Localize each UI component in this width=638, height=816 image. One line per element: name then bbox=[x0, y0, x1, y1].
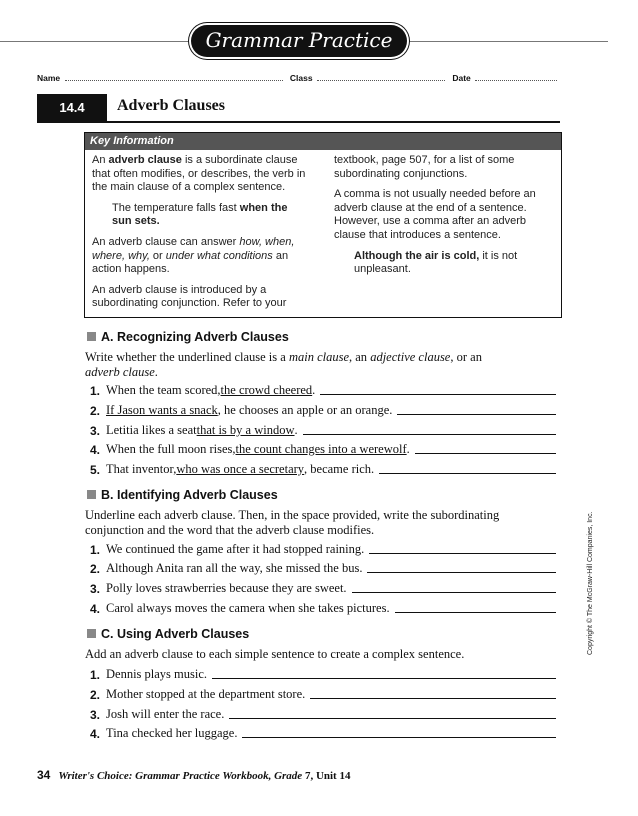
answer-line[interactable] bbox=[242, 736, 556, 738]
answer-line[interactable] bbox=[229, 717, 556, 719]
key-info-paragraph: A comma is not usually needed before an adverb clause at the end of a sentence. However, use a comma after an adverb clause that introduces a sentence. bbox=[334, 188, 536, 241]
name-field[interactable] bbox=[65, 72, 283, 81]
square-bullet-icon bbox=[87, 629, 96, 638]
exercise-item: 2. Although Anita ran all the way, she missed the bus. bbox=[90, 560, 556, 576]
section-b-instructions: Underline each adverb clause. Then, in the space provided, write the subordinating conjunction and the word that the adverb clause modifies. bbox=[85, 508, 500, 537]
answer-line[interactable] bbox=[212, 677, 556, 679]
title-banner bbox=[191, 25, 407, 57]
exercise-item: 1. Dennis plays music. bbox=[90, 666, 556, 682]
answer-line[interactable] bbox=[415, 452, 556, 454]
answer-line[interactable] bbox=[310, 697, 556, 699]
section-c-heading: C. Using Adverb Clauses bbox=[87, 627, 249, 641]
copyright-notice: Copyright © The McGraw-Hill Companies, Inc. bbox=[587, 511, 594, 655]
answer-line[interactable] bbox=[379, 472, 556, 474]
key-information-box bbox=[84, 132, 562, 318]
key-info-paragraph: An adverb clause is introduced by a subordinating conjunction. Refer to your bbox=[92, 283, 287, 310]
page-footer bbox=[37, 768, 350, 782]
exercise-item: 4. When the full moon rises, the count changes into a werewolf . bbox=[90, 441, 556, 457]
page-number: 34 bbox=[37, 768, 51, 782]
exercise-item: 3. Letitia likes a seat that is by a window . bbox=[90, 422, 556, 438]
grade-unit: 7, Unit 14 bbox=[302, 770, 351, 782]
answer-line[interactable] bbox=[352, 591, 556, 593]
section-b-heading: B. Identifying Adverb Clauses bbox=[87, 488, 278, 502]
class-label: Class bbox=[289, 73, 313, 83]
exercise-item: 2. Mother stopped at the department store. bbox=[90, 686, 556, 702]
key-info-example: Although the air is cold, it is not unpleasant. bbox=[354, 249, 518, 276]
key-info-paragraph: An adverb clause is a subordinate clause that often modifies, or describes, the verb in the main clause of a complex sentence. bbox=[92, 154, 306, 194]
key-info-left-column bbox=[92, 154, 307, 318]
exercise-item: 3. Polly loves strawberries because they are sweet. bbox=[90, 580, 556, 596]
key-info-example: The temperature falls fast when the sun sets. bbox=[112, 201, 288, 228]
book-title: Writer's Choice: Grammar Practice Workbook, Grade bbox=[58, 770, 303, 782]
exercise-item: 1. We continued the game after it had stopped raining. bbox=[90, 541, 556, 557]
answer-line[interactable] bbox=[369, 552, 556, 554]
square-bullet-icon bbox=[87, 332, 96, 341]
section-a-instructions: Write whether the underlined clause is a main clause, an adjective clause, or an adverb clause. bbox=[85, 350, 482, 379]
key-information-heading: Key Information bbox=[85, 133, 561, 150]
name-class-date-row bbox=[37, 72, 560, 83]
lesson-number: 14.4 bbox=[37, 94, 107, 121]
date-field[interactable] bbox=[475, 72, 557, 81]
key-info-paragraph: An adverb clause can answer how, when, where, why, or under what conditions an action happens. bbox=[92, 235, 295, 276]
answer-line[interactable] bbox=[303, 433, 556, 435]
exercise-item: 2. If Jason wants a snack , he chooses an apple or an orange. bbox=[90, 402, 556, 418]
lesson-heading bbox=[37, 94, 560, 123]
exercise-item: 4. Tina checked her luggage. bbox=[90, 725, 556, 741]
key-info-paragraph: textbook, page 507, for a list of some subordinating conjunctions. bbox=[334, 154, 515, 180]
key-info-right-column bbox=[334, 154, 548, 284]
section-c-instructions: Add an adverb clause to each simple sentence to create a complex sentence. bbox=[85, 647, 465, 661]
class-field[interactable] bbox=[317, 72, 445, 81]
exercise-item: 4. Carol always moves the camera when she takes pictures. bbox=[90, 600, 556, 616]
exercise-item: 5. That inventor, who was once a secretary , became rich. bbox=[90, 461, 556, 477]
lesson-title: Adverb Clauses bbox=[117, 97, 226, 114]
banner-title: Grammar Practice bbox=[205, 28, 393, 52]
exercise-item: 3. Josh will enter the race. bbox=[90, 706, 556, 722]
answer-line[interactable] bbox=[397, 413, 556, 415]
exercise-item: 1. When the team scored, the crowd cheered . bbox=[90, 382, 556, 398]
answer-line[interactable] bbox=[395, 611, 556, 613]
date-label: Date bbox=[452, 73, 471, 83]
section-a-heading: A. Recognizing Adverb Clauses bbox=[87, 330, 289, 344]
answer-line[interactable] bbox=[320, 393, 556, 395]
answer-line[interactable] bbox=[367, 571, 556, 573]
square-bullet-icon bbox=[87, 490, 96, 499]
name-label: Name bbox=[37, 73, 61, 83]
